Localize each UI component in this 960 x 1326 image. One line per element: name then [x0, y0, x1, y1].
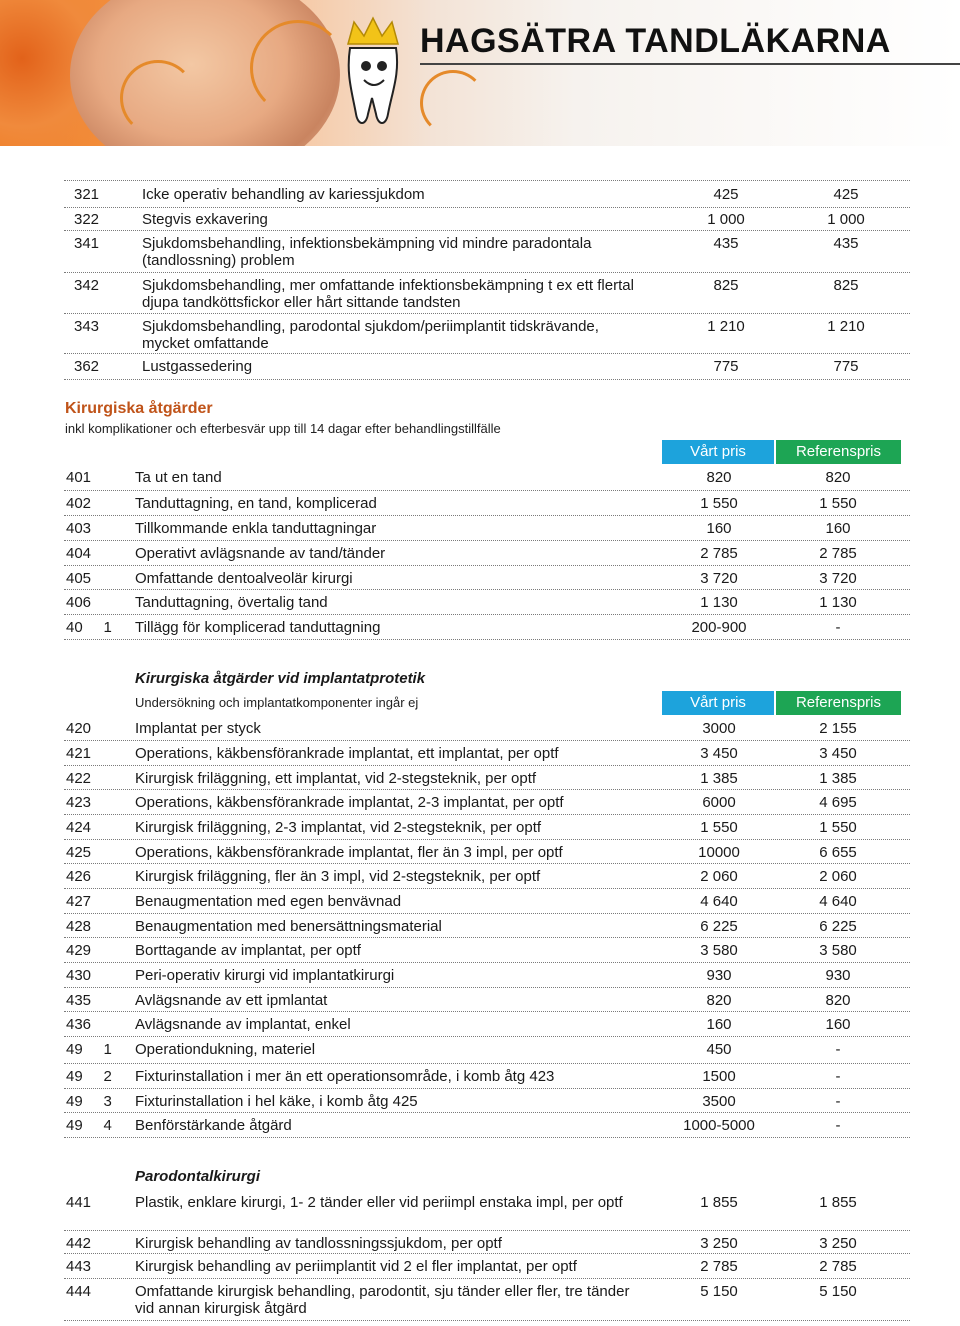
table-row: [64, 937, 910, 963]
row-desc: Operations, käkbensförankrade implantat, fler än 3 impl, per optf: [135, 844, 563, 861]
row-our-price: 1 550: [700, 495, 738, 512]
table-row: [64, 230, 910, 273]
table-row: [64, 740, 910, 766]
row-code: 49 1: [66, 1041, 112, 1058]
row-ref-price: 3 450: [819, 745, 857, 762]
row-our-price: 450: [706, 1041, 732, 1058]
row-code: 421: [66, 745, 92, 762]
row-desc: Kirurgisk behandling av periimplantit vid 2 el fler implantat, per optf: [135, 1258, 577, 1275]
row-our-price: 1500: [702, 1068, 736, 1085]
row-code: 435: [66, 992, 92, 1009]
row-our-price: 930: [706, 967, 732, 984]
row-desc: Lustgassedering: [142, 358, 253, 375]
table-row: [64, 614, 910, 640]
row-code: 442: [66, 1235, 92, 1252]
row-ref-price: -: [835, 1041, 841, 1058]
table-row: [64, 962, 910, 988]
table-row: [64, 1112, 910, 1138]
table-row: [64, 863, 910, 889]
table-row: [64, 1189, 910, 1231]
swirl-ornament: [250, 20, 346, 116]
row-code: 49 4: [66, 1117, 112, 1134]
row-desc: Sjukdomsbehandling, parodontal sjukdom/periimplantit tidskrävande, mycket omfattande: [142, 318, 599, 352]
row-desc: Ta ut en tand: [135, 469, 222, 486]
table-row: [64, 565, 910, 590]
row-desc: Fixturinstallation i mer än ett operationsområde, i komb åtg 423: [135, 1068, 555, 1085]
table-row: [64, 987, 910, 1012]
table-row: [64, 540, 910, 566]
row-our-price: 160: [706, 1016, 732, 1033]
row-our-price: 3 450: [700, 745, 738, 762]
column-header-ref-price: Referenspris: [776, 440, 901, 464]
row-our-price: 6 225: [700, 918, 738, 935]
row-desc: Operativt avlägsnande av tand/tänder: [135, 545, 386, 562]
row-ref-price: 3 250: [819, 1235, 857, 1252]
row-our-price: 1 855: [700, 1194, 738, 1211]
row-code: 426: [66, 868, 92, 885]
row-ref-price: 425: [833, 186, 859, 203]
row-desc: Kirurgisk friläggning, 2-3 implantat, vid 2-stegsteknik, per optf: [135, 819, 542, 836]
row-our-price: 1 210: [707, 318, 745, 335]
row-code: 49 3: [66, 1093, 112, 1110]
row-ref-price: 930: [825, 967, 851, 984]
row-code: 403: [66, 520, 92, 537]
section-subtitle-implant: Undersökning och implantatkomponenter ingår ej: [135, 695, 419, 710]
row-ref-price: 160: [825, 1016, 851, 1033]
row-our-price: 820: [706, 469, 732, 486]
row-code: 40 1: [66, 619, 112, 636]
row-code: 425: [66, 844, 92, 861]
row-desc: Avlägsnande av implantat, enkel: [135, 1016, 351, 1033]
section-title-implant: Kirurgiska åtgärder vid implantatprotetik: [135, 670, 426, 687]
table-row: [64, 839, 910, 864]
row-ref-price: -: [835, 1093, 841, 1110]
row-our-price: 3500: [702, 1093, 736, 1110]
row-desc: Benaugmentation med egen benvävnad: [135, 893, 402, 910]
row-code: 404: [66, 545, 92, 562]
row-ref-price: 1 855: [819, 1194, 857, 1211]
table-row: [64, 1036, 910, 1064]
row-ref-price: 2 785: [819, 1258, 857, 1275]
row-our-price: 2 060: [700, 868, 738, 885]
row-ref-price: 3 580: [819, 942, 857, 959]
row-ref-price: 820: [825, 992, 851, 1009]
table-row: [64, 888, 910, 914]
row-ref-price: 6 655: [819, 844, 857, 861]
row-our-price: 160: [706, 520, 732, 537]
swirl-ornament: [420, 70, 486, 136]
row-our-price: 1 385: [700, 770, 738, 787]
table-row: [64, 1063, 910, 1089]
row-desc: Stegvis exkavering: [142, 211, 268, 228]
column-header-ref-price: Referenspris: [776, 691, 901, 715]
page-title: HAGSÄTRA TANDLÄKARNA: [420, 22, 891, 60]
table-row: [64, 490, 910, 516]
table-row: [64, 464, 910, 491]
row-ref-price: 1 550: [819, 495, 857, 512]
row-our-price: 1 550: [700, 819, 738, 836]
swirl-ornament: [120, 60, 196, 136]
table-row: [64, 814, 910, 840]
row-desc: Implantat per styck: [135, 720, 261, 737]
row-code: 402: [66, 495, 92, 512]
tooth-mascot-logo: [342, 14, 404, 132]
row-our-price: 4 640: [700, 893, 738, 910]
row-desc: Operations, käkbensförankrade implantat, ett implantat, per optf: [135, 745, 559, 762]
table-row: [64, 715, 910, 741]
row-desc: Peri-operativ kirurgi vid implantatkirurgi: [135, 967, 395, 984]
row-ref-price: 4 640: [819, 893, 857, 910]
table-row: [64, 789, 910, 815]
row-ref-price: 820: [825, 469, 851, 486]
row-desc: Operationdukning, materiel: [135, 1041, 316, 1058]
row-desc: Benförstärkande åtgärd: [135, 1117, 292, 1134]
row-our-price: 5 150: [700, 1283, 738, 1300]
row-code: 430: [66, 967, 92, 984]
row-code: 49 2: [66, 1068, 112, 1085]
row-our-price: 10000: [698, 844, 740, 861]
title-rule: [420, 63, 960, 65]
row-ref-price: 160: [825, 520, 851, 537]
row-desc: Tillägg för komplicerad tanduttagning: [135, 619, 381, 636]
row-code: 343: [74, 318, 100, 335]
row-ref-price: 1 130: [819, 594, 857, 611]
row-desc: Benaugmentation med benersättningsmaterial: [135, 918, 442, 935]
row-code: 428: [66, 918, 92, 935]
row-code: 443: [66, 1258, 92, 1275]
row-our-price: 1 130: [700, 594, 738, 611]
table-row: [64, 180, 910, 208]
row-our-price: 200-900: [691, 619, 747, 636]
table-row: [64, 353, 910, 380]
row-desc: Fixturinstallation i hel käke, i komb åtg 425: [135, 1093, 418, 1110]
row-desc: Kirurgisk behandling av tandlossningssjukdom, per optf: [135, 1235, 502, 1252]
table-row: [64, 1011, 910, 1037]
row-ref-price: 3 720: [819, 570, 857, 587]
row-our-price: 1 000: [707, 211, 745, 228]
row-desc: Kirurgisk friläggning, fler än 3 impl, vid 2-stegsteknik, per optf: [135, 868, 541, 885]
column-header-our-price: Vårt pris: [662, 440, 774, 464]
table-row: [64, 589, 910, 615]
row-code: 405: [66, 570, 92, 587]
section-title-paro: Parodontalkirurgi: [135, 1168, 261, 1185]
row-our-price: 3000: [702, 720, 736, 737]
row-code: 321: [74, 186, 100, 203]
row-ref-price: 1 385: [819, 770, 857, 787]
section-subtitle-surgery: inkl komplikationer och efterbesvär upp till 14 dagar efter behandlingstillfälle: [65, 421, 501, 436]
table-row: [64, 1088, 910, 1113]
row-code: 342: [74, 277, 100, 294]
row-our-price: 2 785: [700, 545, 738, 562]
row-code: 427: [66, 893, 92, 910]
row-desc: Sjukdomsbehandling, infektionsbekämpning vid mindre paradontala (tandlossning) problem: [142, 235, 592, 269]
row-ref-price: 1 210: [827, 318, 865, 335]
row-ref-price: 775: [833, 358, 859, 375]
row-our-price: 1000-5000: [683, 1117, 755, 1134]
table-row: [64, 1230, 910, 1254]
table-row: [64, 272, 910, 314]
row-code: 422: [66, 770, 92, 787]
row-ref-price: -: [835, 1068, 841, 1085]
row-code: 322: [74, 211, 100, 228]
row-ref-price: 5 150: [819, 1283, 857, 1300]
row-desc: Plastik, enklare kirurgi, 1- 2 tänder eller vid periimpl enstaka impl, per optf: [135, 1194, 623, 1211]
row-ref-price: -: [835, 619, 841, 636]
row-ref-price: -: [835, 1117, 841, 1134]
row-code: 444: [66, 1283, 92, 1300]
row-desc: Avlägsnande av ett ipmlantat: [135, 992, 328, 1009]
row-our-price: 425: [713, 186, 739, 203]
column-header-our-price: Vårt pris: [662, 691, 774, 715]
row-our-price: 825: [713, 277, 739, 294]
row-code: 423: [66, 794, 92, 811]
section-title-surgery: Kirurgiska åtgärder: [65, 400, 213, 417]
row-code: 406: [66, 594, 92, 611]
row-ref-price: 2 785: [819, 545, 857, 562]
row-our-price: 820: [706, 992, 732, 1009]
row-desc: Omfattande dentoalveolär kirurgi: [135, 570, 353, 587]
row-our-price: 435: [713, 235, 739, 252]
row-desc: Borttagande av implantat, per optf: [135, 942, 361, 959]
header-banner: [0, 0, 960, 146]
row-ref-price: 2 060: [819, 868, 857, 885]
table-row: [64, 1253, 910, 1279]
row-desc: Operations, käkbensförankrade implantat, 2-3 implantat, per optf: [135, 794, 564, 811]
row-desc: Kirurgisk friläggning, ett implantat, vid 2-stegsteknik, per optf: [135, 770, 537, 787]
table-row: [64, 206, 910, 231]
row-ref-price: 435: [833, 235, 859, 252]
row-ref-price: 2 155: [819, 720, 857, 737]
table-row: [64, 313, 910, 354]
row-code: 401: [66, 469, 92, 486]
row-desc: Tanduttagning, en tand, komplicerad: [135, 495, 377, 512]
row-desc: Icke operativ behandling av kariessjukdom: [142, 186, 425, 203]
table-row: [64, 1278, 910, 1321]
row-ref-price: 1 550: [819, 819, 857, 836]
row-code: 436: [66, 1016, 92, 1033]
row-code: 441: [66, 1194, 92, 1211]
row-our-price: 3 250: [700, 1235, 738, 1252]
row-desc: Tanduttagning, övertalig tand: [135, 594, 328, 611]
row-code: 341: [74, 235, 100, 252]
row-our-price: 2 785: [700, 1258, 738, 1275]
row-code: 429: [66, 942, 92, 959]
row-our-price: 6000: [702, 794, 736, 811]
table-row: [64, 515, 910, 541]
row-desc: Tillkommande enkla tanduttagningar: [135, 520, 377, 537]
table-row: [64, 913, 910, 938]
row-ref-price: 6 225: [819, 918, 857, 935]
row-our-price: 3 580: [700, 942, 738, 959]
row-ref-price: 4 695: [819, 794, 857, 811]
row-desc: Omfattande kirurgisk behandling, parodontit, sju tänder eller fler, tre tänder vid annan kirurgisk åtgärd: [135, 1283, 630, 1317]
row-ref-price: 825: [833, 277, 859, 294]
row-desc: Sjukdomsbehandling, mer omfattande infektionsbekämpning t ex ett flertal djupa tandköttsfickor eller hårt sittande tandsten: [142, 277, 634, 311]
row-ref-price: 1 000: [827, 211, 865, 228]
row-code: 424: [66, 819, 92, 836]
row-our-price: 3 720: [700, 570, 738, 587]
row-code: 420: [66, 720, 92, 737]
row-our-price: 775: [713, 358, 739, 375]
table-row: [64, 765, 910, 790]
row-code: 362: [74, 358, 100, 375]
